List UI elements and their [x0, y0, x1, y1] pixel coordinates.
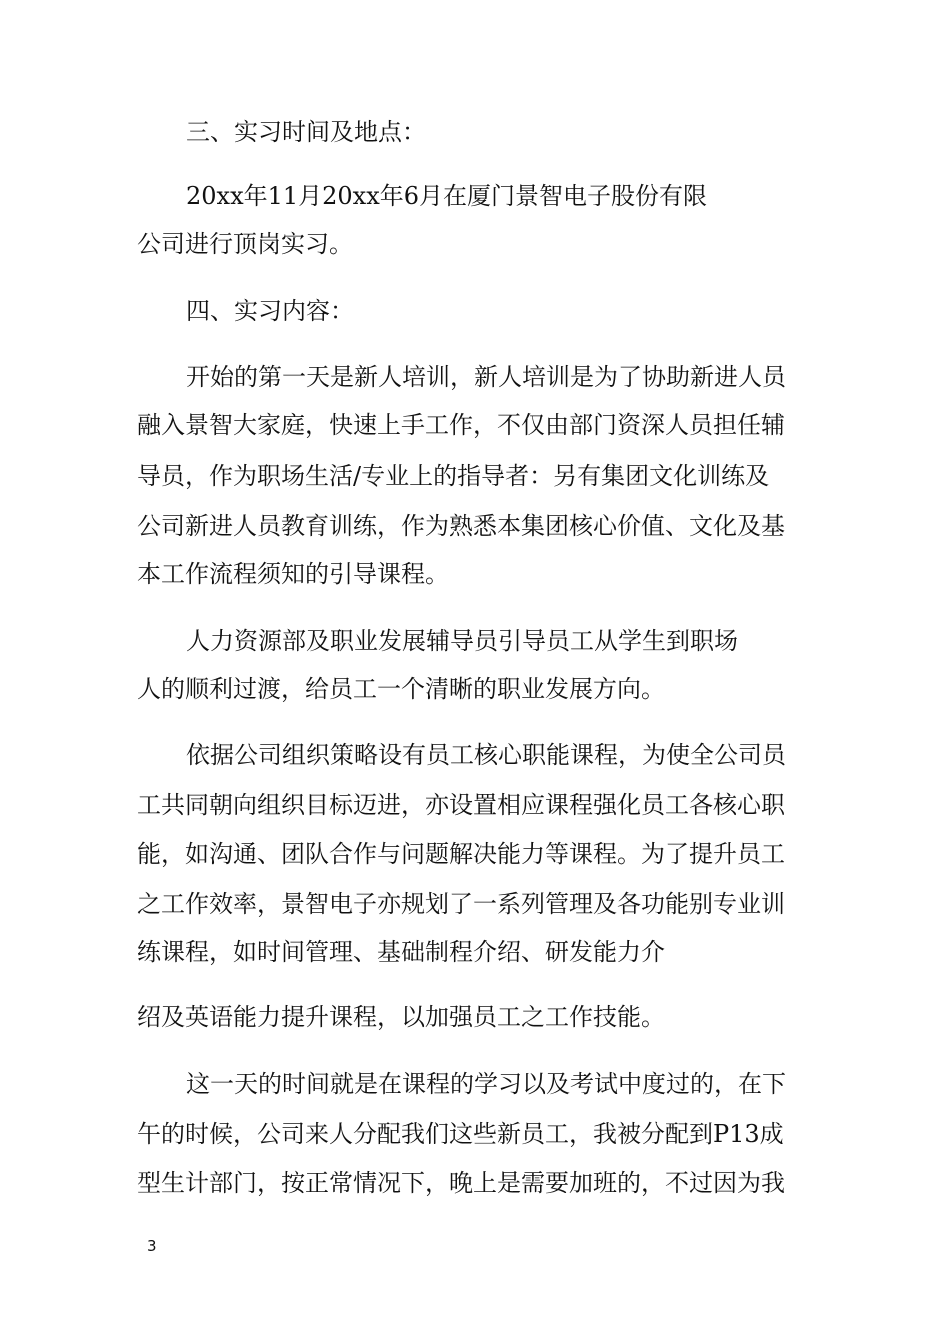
- text-line: 人力资源部及职业发展辅导员引导员工从学生到职场: [186, 627, 738, 655]
- page-number: 3: [147, 1237, 157, 1255]
- text-line: 绍及英语能力提升课程，以加强员工之工作技能。: [137, 1003, 665, 1031]
- text-line: 导员，作为职场生活/专业上的指导者：另有集团文化训练及: [137, 462, 770, 490]
- text-line: 练课程，如时间管理、基础制程介绍、研发能力介: [137, 938, 665, 966]
- text-line: 型生计部门，按正常情况下，晚上是需要加班的，不过因为我: [137, 1169, 785, 1197]
- text-line: 午的时候，公司来人分配我们这些新员工，我被分配到P13成: [137, 1120, 784, 1148]
- text-line: 之工作效率，景智电子亦规划了一系列管理及各功能别专业训: [137, 890, 785, 918]
- text-line: 这一天的时间就是在课程的学习以及考试中度过的，在下: [186, 1070, 786, 1098]
- text-line: 能，如沟通、团队合作与问题解决能力等课程。为了提升员工: [137, 840, 785, 868]
- text-line: 公司新进人员教育训练，作为熟悉本集团核心价值、文化及基: [137, 512, 785, 540]
- text-line: 开始的第一天是新人培训，新人培训是为了协助新进人员: [186, 363, 786, 391]
- text-line: 人的顺利过渡，给员工一个清晰的职业发展方向。: [137, 675, 665, 703]
- text-line: 公司进行顶岗实习。: [137, 230, 353, 258]
- text-line: 融入景智大家庭，快速上手工作，不仅由部门资深人员担任辅: [137, 411, 785, 439]
- text-line: 依据公司组织策略设有员工核心职能课程，为使全公司员: [186, 741, 786, 769]
- section-heading-internship-content: 四、实习内容：: [186, 297, 354, 325]
- text-line: 20xx年11月20xx年6月在厦门景智电子股份有限: [186, 182, 708, 210]
- text-line: 本工作流程须知的引导课程。: [137, 560, 449, 588]
- section-heading-internship-time-place: 三、实习时间及地点：: [186, 118, 426, 146]
- text-line: 工共同朝向组织目标迈进，亦设置相应课程强化员工各核心职: [137, 791, 785, 819]
